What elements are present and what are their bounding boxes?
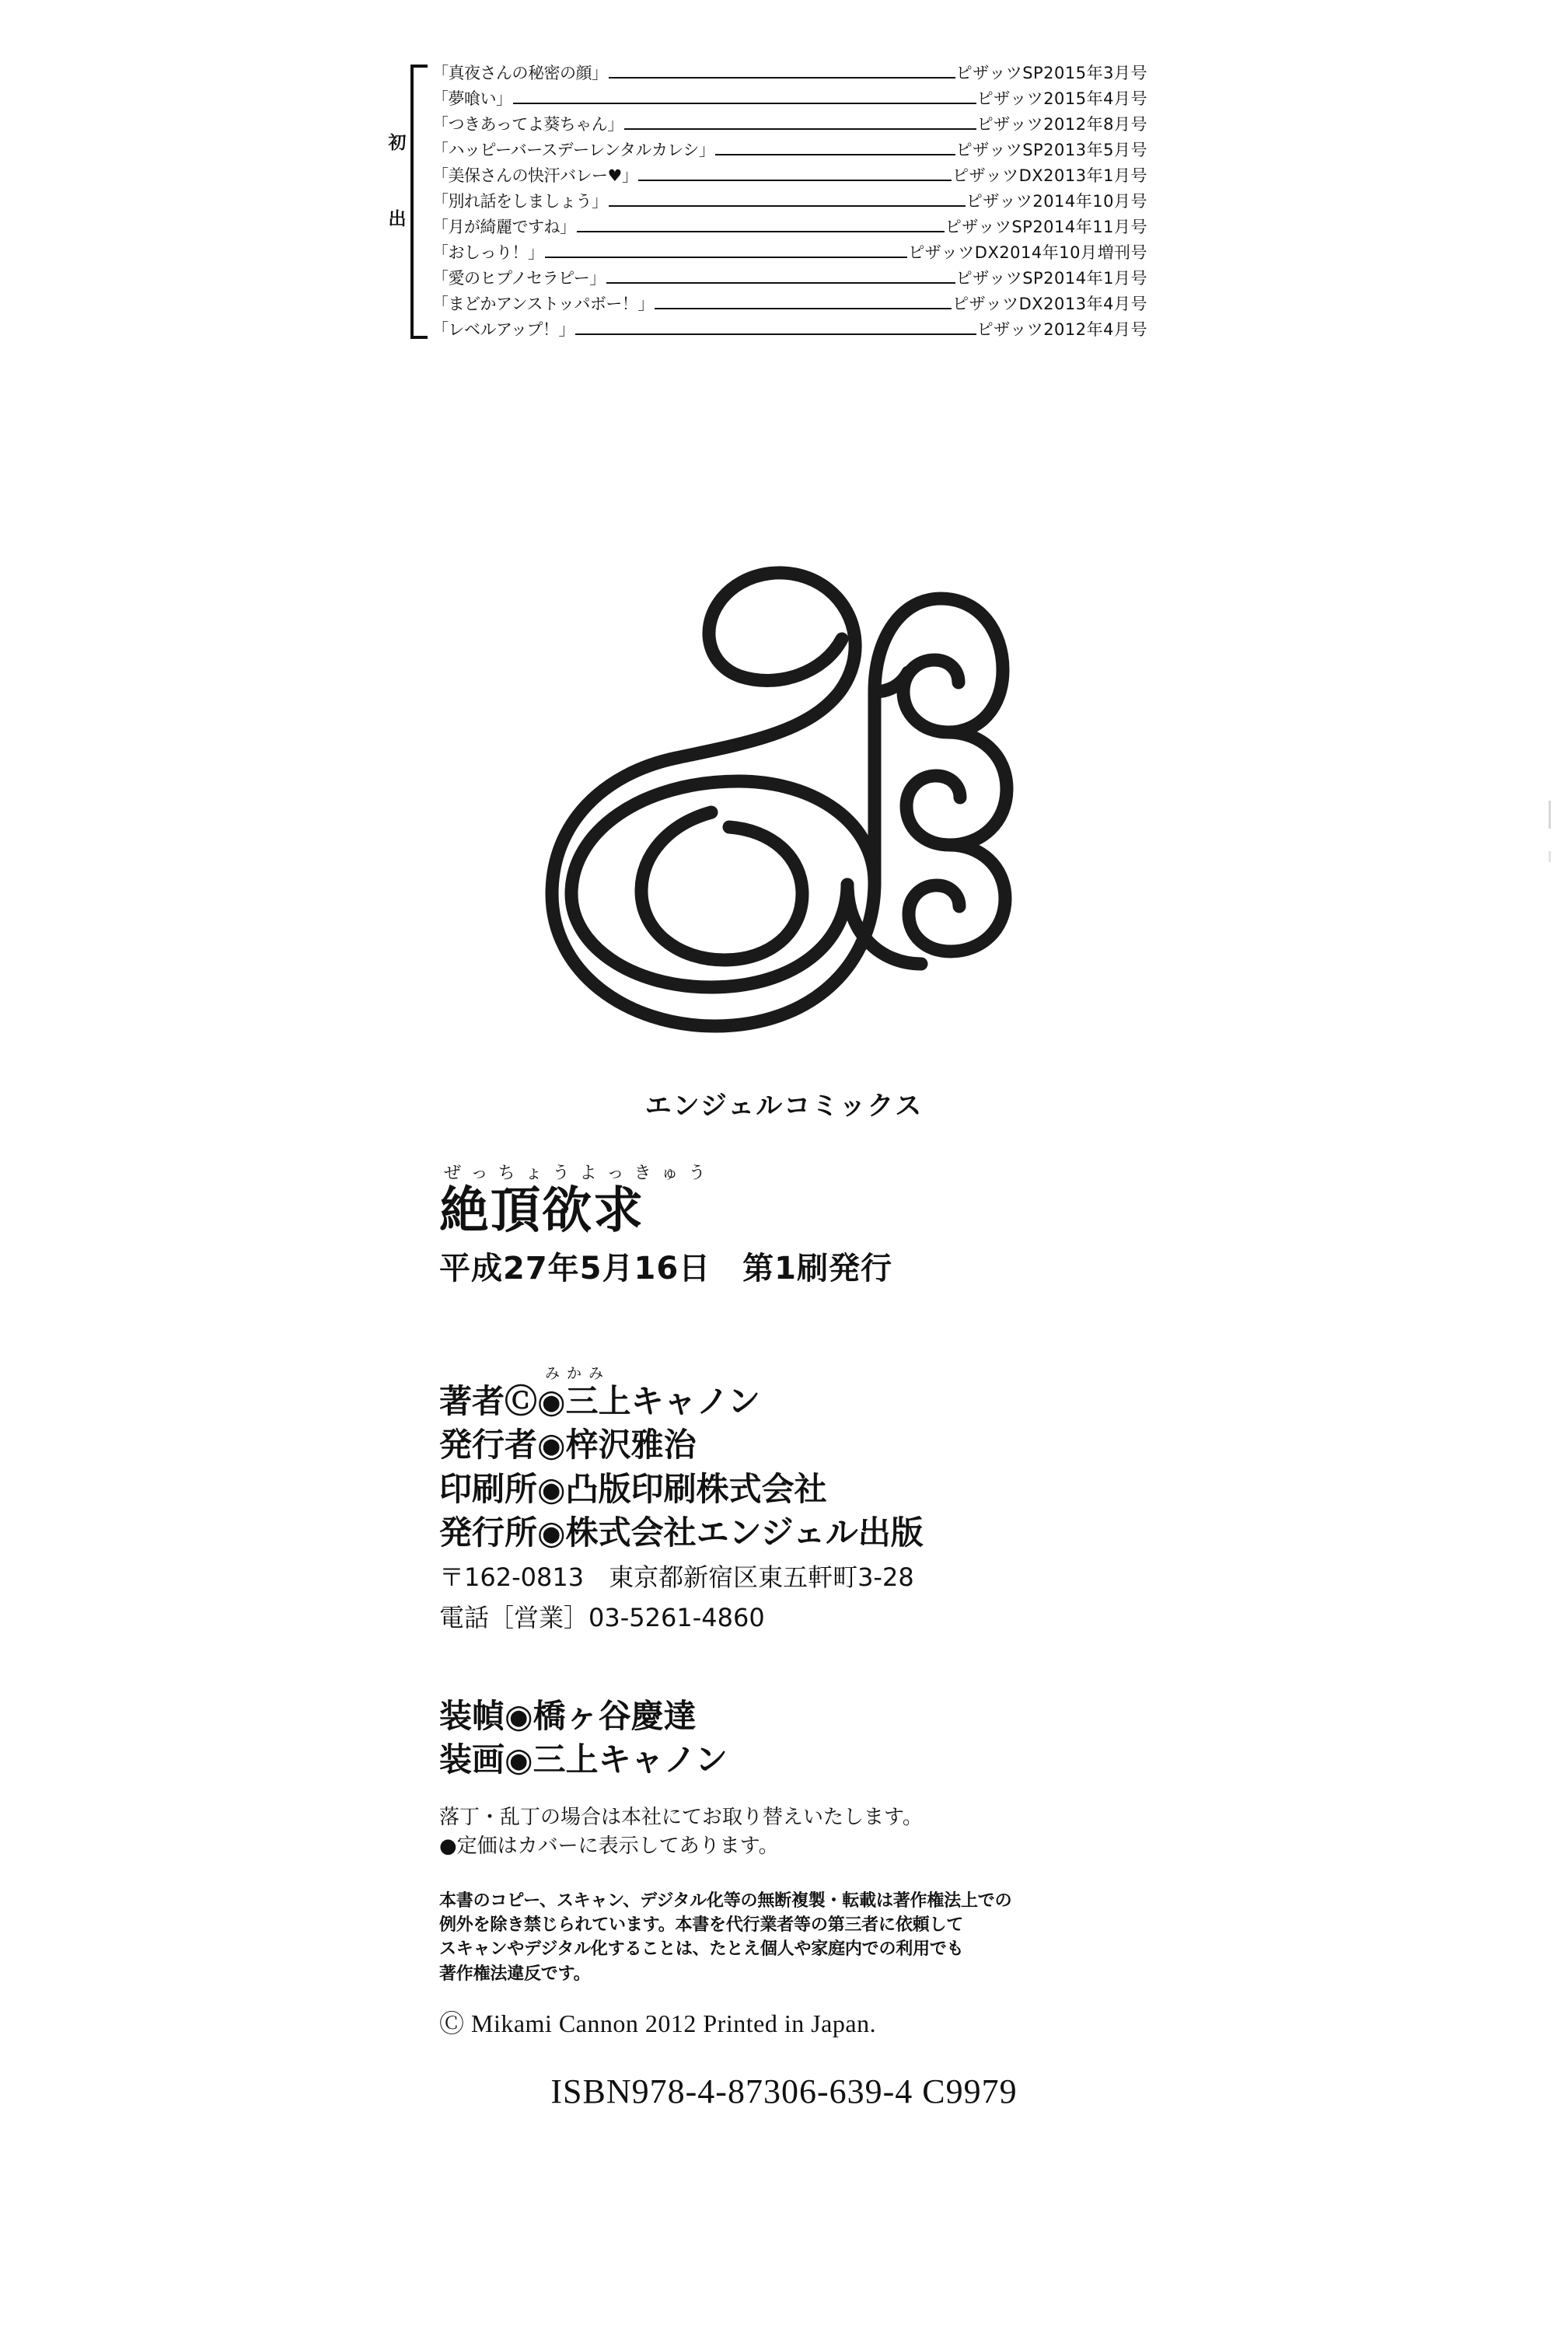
list-item	[432, 163, 1147, 189]
publication-title: 「別れ話をしましょう」	[432, 192, 608, 211]
list-item	[432, 86, 1147, 112]
page-edge-mark	[1549, 801, 1551, 829]
leader-line	[715, 154, 955, 155]
publication-title: 「ハッピーバースデーレンタルカレシ」	[432, 141, 715, 159]
leader-line	[513, 103, 976, 104]
credits-block	[439, 1365, 1186, 1636]
publication-title: 「レベルアップ！」	[432, 320, 575, 339]
title-furigana: ぜっちょうよっきゅう	[444, 1164, 716, 1183]
publication-title: 「愛のヒプノセラピー」	[432, 269, 606, 288]
replacement-note	[439, 1803, 1186, 1861]
list-item	[432, 189, 1147, 215]
credit-printer: 印刷所◉凸版印刷株式会社	[439, 1469, 827, 1508]
leader-line	[638, 180, 952, 181]
publication-source: ピザッツ2012年4月号	[976, 320, 1147, 339]
publication-source: ピザッツSP2014年1月号	[955, 269, 1147, 288]
replacement-note-line1: 落丁・乱丁の場合は本社にてお取り替えいたします。	[439, 1806, 923, 1829]
leader-line	[609, 205, 966, 207]
page-title: 絶頂欲求	[439, 1182, 644, 1240]
leader-line	[655, 308, 952, 309]
list-item	[432, 240, 1147, 266]
publication-title: 「まどかアンストッパボー！」	[432, 295, 654, 313]
list-item	[432, 112, 1147, 138]
list-item	[432, 61, 1147, 86]
first-publication-bracket	[390, 61, 426, 343]
publication-title: 「美保さんの快汗バレー♥」	[432, 166, 638, 185]
leader-line	[606, 282, 955, 284]
credit-publisher-person: 発行者◉梓沢雅治	[439, 1426, 697, 1464]
publication-source: ピザッツ2014年10月号	[966, 192, 1147, 211]
leader-line	[577, 231, 945, 232]
credit-cover-art: 装画◉三上キャノン	[439, 1740, 728, 1779]
publisher-logo	[435, 459, 1135, 1065]
publication-source: ピザッツSP2014年11月号	[945, 218, 1147, 236]
publication-source: ピザッツDX2013年1月号	[952, 166, 1147, 185]
bracket-tick-bottom	[410, 336, 428, 339]
publication-title: 「月が綺麗ですね」	[432, 218, 576, 236]
list-item	[432, 138, 1147, 163]
publication-source: ピザッツSP2015年3月号	[955, 64, 1147, 82]
publication-title: 「おしっり！」	[432, 243, 544, 262]
credit-author-text: 著者Ⓒ◉三上キャノン	[439, 1382, 760, 1420]
bracket-label-char-1: 初	[388, 133, 407, 153]
publication-source: ピザッツDX2014年10月増刊号	[908, 243, 1147, 262]
first-publication-list	[388, 61, 1147, 343]
list-item	[432, 266, 1147, 292]
publication-source: ピザッツSP2013年5月号	[955, 141, 1147, 159]
bracket-tick-top	[410, 65, 428, 68]
publication-title: 「つきあってよ葵ちゃん」	[432, 115, 623, 134]
legal-line-3: スキャンやデジタル化することは、たとえ個人や家庭内での利用でも	[439, 1939, 964, 1960]
credit-author	[439, 1365, 1186, 1423]
publication-source: ピザッツDX2013年4月号	[952, 295, 1147, 313]
page-edge-mark-secondary	[1549, 851, 1551, 862]
publication-date: 平成27年5月16日 第1刷発行	[439, 1251, 892, 1287]
title-block	[439, 1160, 1139, 1288]
angel-logo-icon	[435, 459, 1135, 1065]
publisher-phone: 電話［営業］03-5261-4860	[439, 1603, 765, 1633]
legal-line-4: 著作権法違反です。	[439, 1964, 591, 1984]
credit-publisher: 発行所◉株式会社エンジェル出版	[439, 1513, 924, 1552]
leader-line	[624, 128, 976, 130]
bracket-label-char-2: 出	[388, 209, 407, 229]
leader-line	[545, 257, 908, 258]
publisher-address: 〒162-0813 東京都新宿区東五軒町3-28	[439, 1562, 914, 1593]
legal-notice	[439, 1889, 1139, 1986]
bracket-vertical-line	[410, 65, 414, 339]
list-item	[432, 317, 1147, 343]
list-item	[432, 215, 1147, 240]
imprint-label: エンジェルコミックス	[644, 1091, 924, 1122]
list-item	[432, 292, 1147, 317]
publication-source: ピザッツ2015年4月号	[976, 89, 1147, 108]
replacement-note-line2: ●定価はカバーに表示してあります。	[439, 1834, 779, 1858]
publication-title: 「夢喰い」	[432, 89, 512, 108]
publication-source: ピザッツ2012年8月号	[976, 115, 1147, 134]
author-ruby: みかみ	[545, 1365, 611, 1382]
legal-line-1: 本書のコピー、スキャン、デジタル化等の無断複製・転載は著作権法上での	[439, 1891, 1012, 1911]
design-credits-block	[439, 1695, 1186, 1782]
legal-line-2: 例外を除き禁じられています。本書を代行業者等の第三者に依頼して	[439, 1915, 964, 1936]
copyright-line: Ⓒ Mikami Cannon 2012 Printed in Japan.	[439, 2009, 877, 2037]
publication-title: 「真夜さんの秘密の顔」	[432, 64, 608, 82]
leader-line	[575, 333, 976, 335]
credit-design: 装幀◉橋ヶ谷慶達	[439, 1697, 697, 1735]
isbn-line: ISBN978-4-87306-639-4 C9979	[550, 2072, 1018, 2110]
leader-line	[609, 77, 955, 79]
